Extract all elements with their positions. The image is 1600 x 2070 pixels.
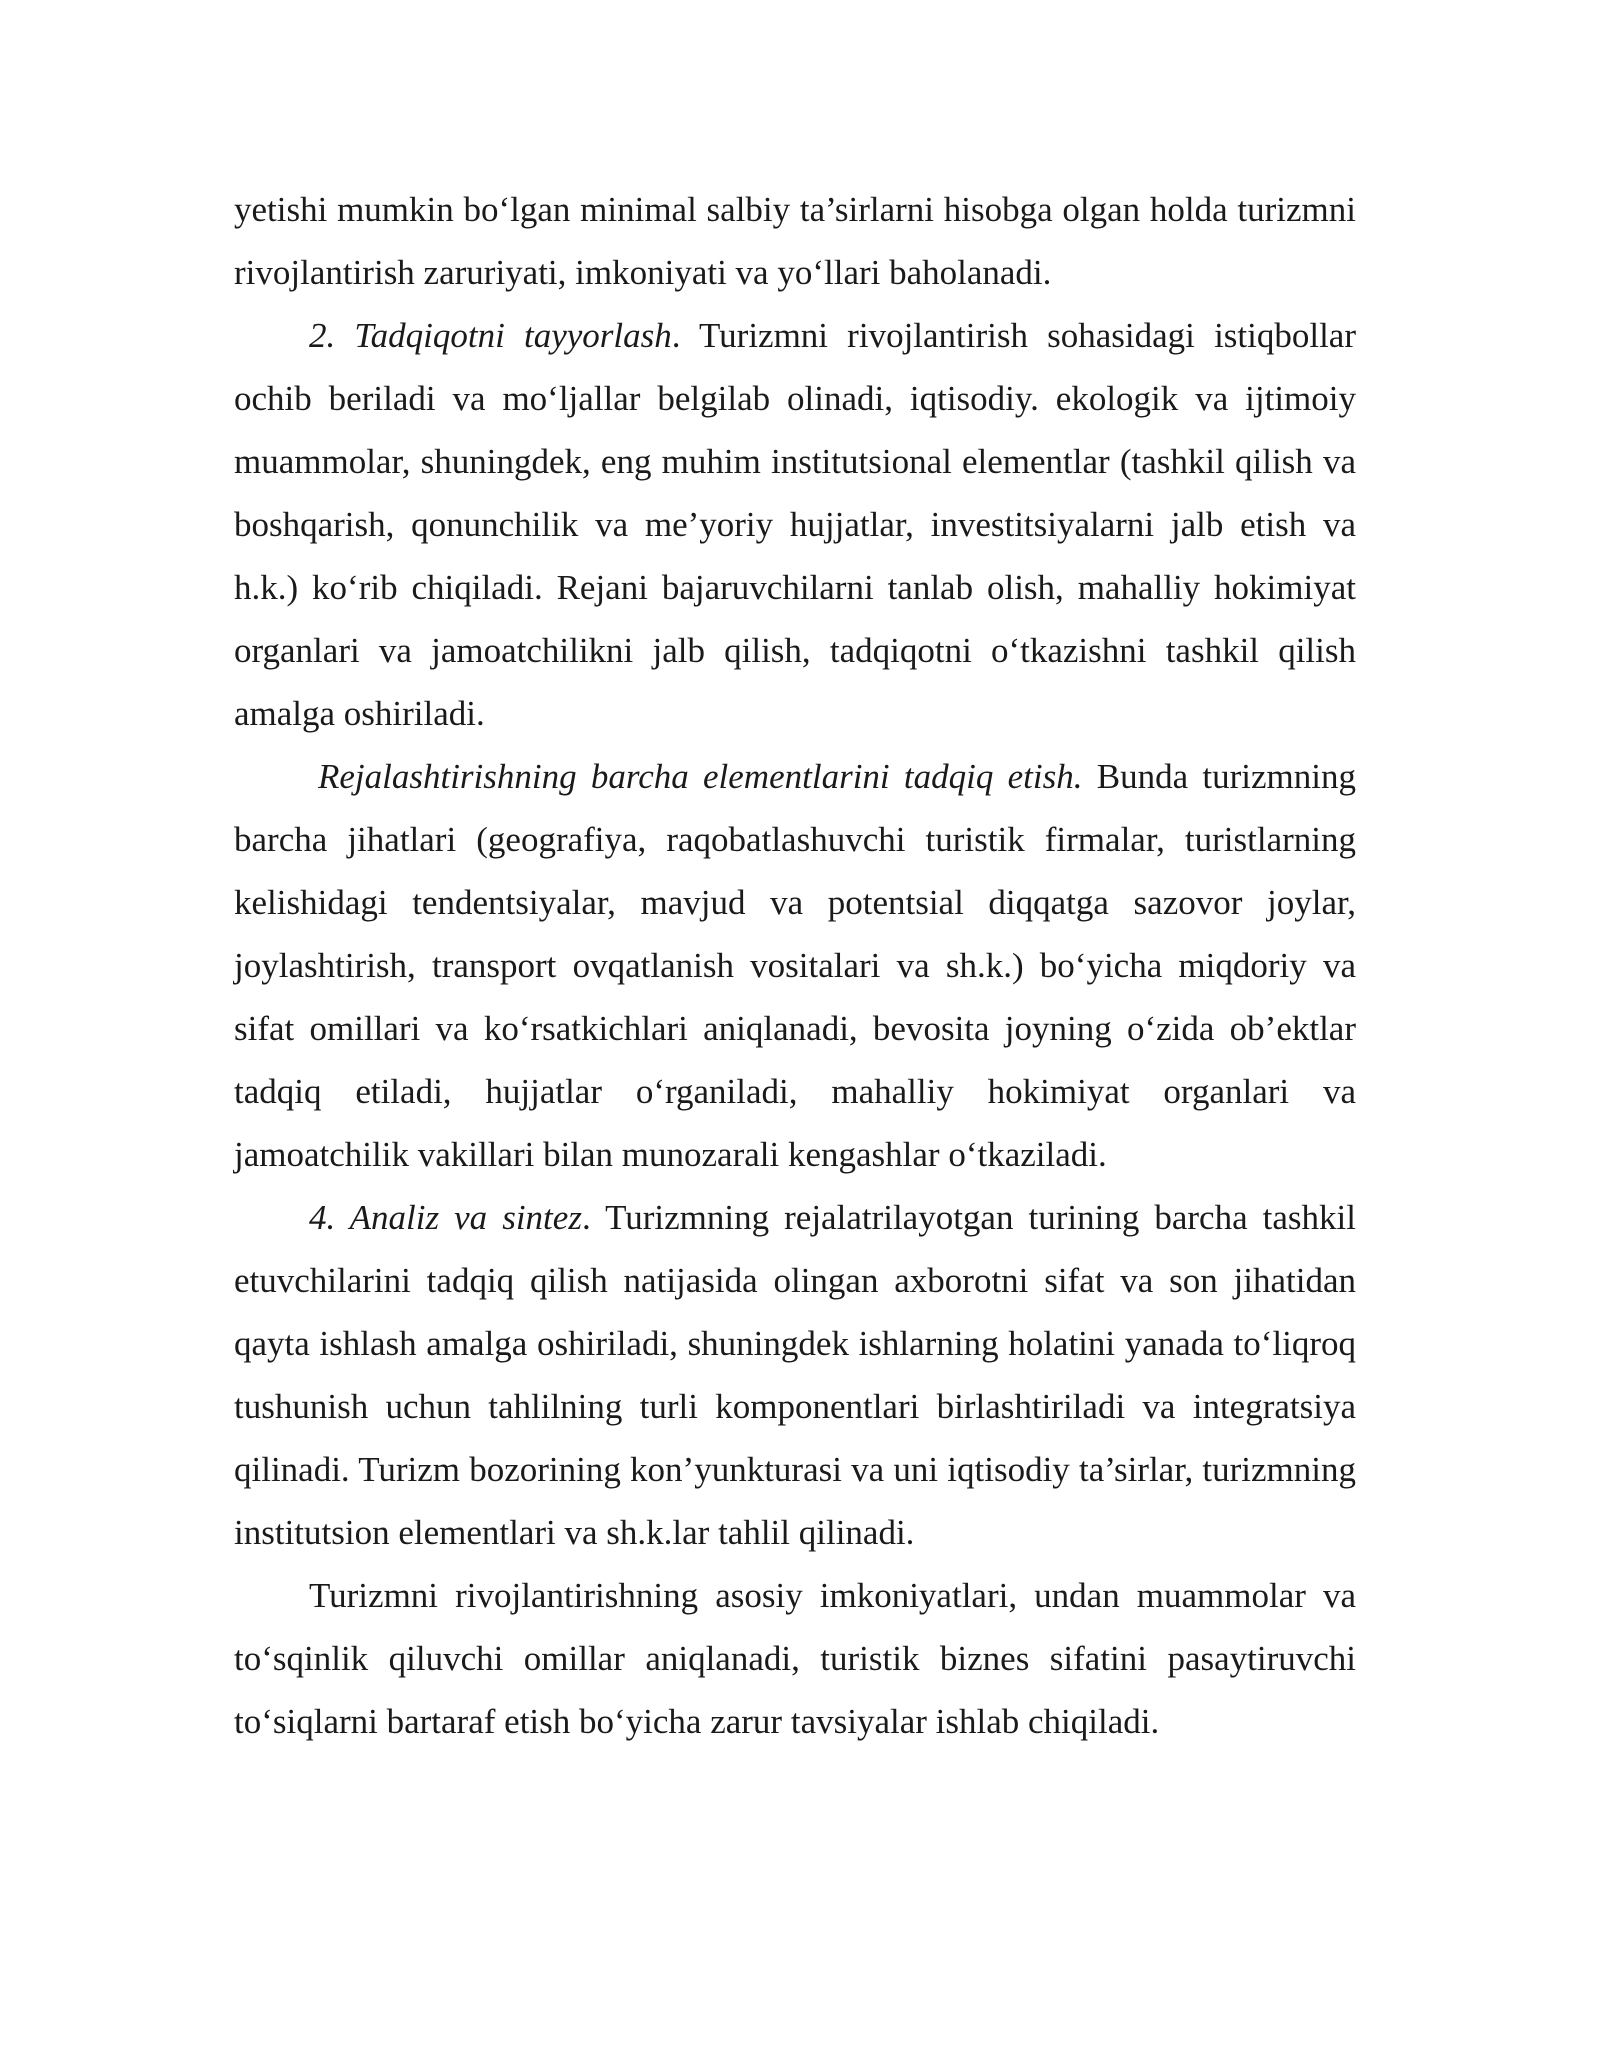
paragraph-2-heading: 2. Tadqiqotni tayyorlash (309, 316, 672, 355)
paragraph-1 (234, 178, 1356, 304)
document-page (234, 178, 1356, 1753)
paragraph-5-text: Turizmni rivojlantirishning asosiy imkoniyatlari, undan muammolar va to‘sqinlik qiluvchi omillar aniqlanadi, turistik biznes sifatini pasaytiruvchi to‘siqlarni bartaraf etish bo‘yicha zarur tavsiyalar ishlab chiqiladi. (234, 1576, 1356, 1741)
paragraph-4-text: . Turizmning rejalatrilayotgan turining barcha tashkil etuvchilarini tadqiq qilish natijasida olingan axborotni sifat va son jihatidan qayta ishlash amalga oshiriladi, shuningdek ishlarning holatini yanada to‘liqroq tushunish uchun tahlilning turli komponentlari birlashtiriladi va integratsiya qilinadi. Turizm bozorining kon’yunkturasi va uni iqtisodiy ta’sirlar, turizmning institutsion elementlari va sh.k.lar tahlil qilinadi. (234, 1198, 1356, 1552)
paragraph-3-heading: Rejalashtirishning barcha elementlarini tadqiq etish. (318, 757, 1083, 796)
paragraph-4-heading: 4. Analiz va sintez (309, 1198, 582, 1237)
paragraph-2 (234, 304, 1356, 745)
paragraph-2-text: . Turizmni rivojlantirish sohasidagi istiqbollar ochib beriladi va mo‘ljallar belgilab olinadi, iqtisodiy. ekologik va ijtimoiy muammolar, shuningdek, eng muhim institutsional elementlar (tashkil qilish va boshqarish, qonunchilik va me’yoriy hujjatlar, investitsiyalarni jalb etish va h.k.) ko‘rib chiqiladi. Rejani bajaruvchilarni tanlab olish, mahalliy hokimiyat organlari va jamoatchilikni jalb qilish, tadqiqotni o‘tkazishni tashkil qilish amalga oshiriladi. (234, 316, 1356, 733)
paragraph-5 (234, 1564, 1356, 1753)
paragraph-3-text: Bunda turizmning barcha jihatlari (geografiya, raqobatlashuvchi turistik firmalar, turistlarning kelishidagi tendentsiyalar, mavjud va potentsial diqqatga sazovor joylar, joylashtirish, transport ovqatlanish vositalari va sh.k.) bo‘yicha miqdoriy va sifat omillari va ko‘rsatkichlari aniqlanadi, bevosita joyning o‘zida ob’ektlar tadqiq etiladi, hujjatlar o‘rganiladi, mahalliy hokimiyat organlari va jamoatchilik vakillari bilan munozarali kengashlar o‘tkaziladi. (234, 757, 1356, 1174)
paragraph-4 (234, 1186, 1356, 1564)
paragraph-3 (234, 745, 1356, 1186)
paragraph-1-text: yetishi mumkin bo‘lgan minimal salbiy ta’sirlarni hisobga olgan holda turizmni rivojlantirish zaruriyati, imkoniyati va yo‘llari baholanadi. (234, 190, 1356, 292)
